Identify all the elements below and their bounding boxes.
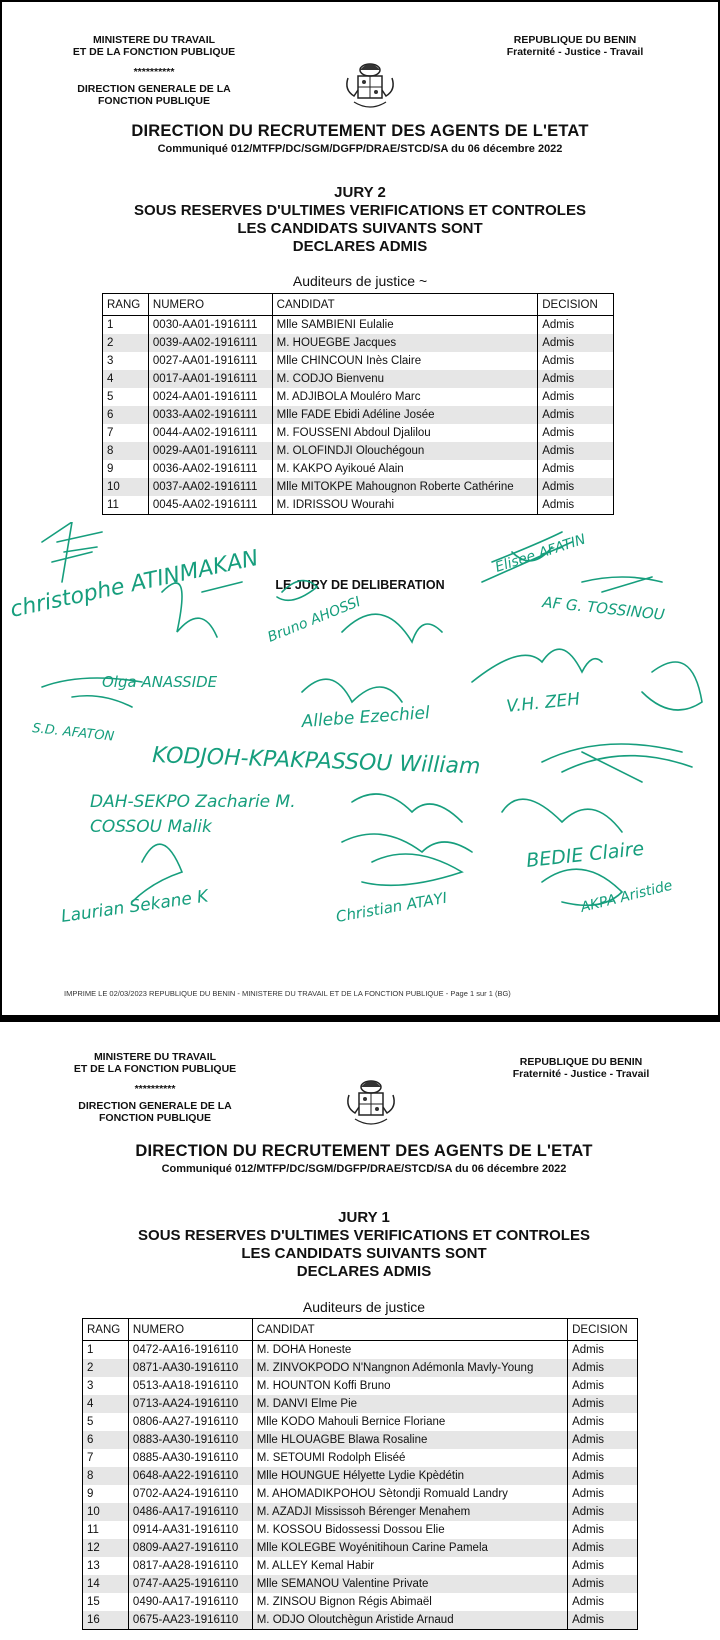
jury-heading	[2, 184, 718, 256]
cell-candidat: M. ODJO Oloutchègun Aristide Arnaud	[252, 1611, 567, 1630]
heading-line-3: DECLARES ADMIS	[296, 1263, 432, 1280]
cell-rang: 5	[103, 388, 149, 406]
table-row	[103, 352, 614, 370]
cell-candidat: M. KOSSOU Bidossessi Dossou Elie	[252, 1521, 567, 1539]
table-row	[103, 424, 614, 442]
jury-number: JURY 2	[334, 184, 386, 201]
cell-rang: 6	[83, 1431, 129, 1449]
cell-numero: 0702-AA24-1916110	[128, 1485, 252, 1503]
cell-decision: Admis	[538, 478, 614, 496]
cell-decision: Admis	[568, 1593, 638, 1611]
cell-decision: Admis	[538, 388, 614, 406]
signature-8: V.H. ZEH	[505, 689, 581, 717]
cell-decision: Admis	[538, 334, 614, 352]
cell-decision: Admis	[568, 1377, 638, 1395]
table-row	[103, 442, 614, 460]
cell-numero: 0024-AA01-1916111	[148, 388, 272, 406]
cell-candidat: M. CODJO Bienvenu	[272, 370, 538, 388]
cell-candidat: M. FOUSSENI Abdoul Djalilou	[272, 424, 538, 442]
table-row	[103, 406, 614, 424]
ministry-header	[54, 34, 254, 107]
separator-stars: **********	[133, 66, 175, 78]
table-row	[83, 1539, 638, 1557]
cell-decision: Admis	[568, 1395, 638, 1413]
signature-2: Elisee AFATIN	[493, 531, 588, 576]
cell-decision: Admis	[538, 496, 614, 515]
cell-numero: 0027-AA01-1916111	[148, 352, 272, 370]
cell-numero: 0806-AA27-1916110	[128, 1413, 252, 1431]
results-table-jury-1	[82, 1318, 638, 1630]
cell-decision: Admis	[568, 1359, 638, 1377]
signature-11: COSSOU Malik	[90, 817, 212, 837]
cell-decision: Admis	[568, 1485, 638, 1503]
cell-decision: Admis	[568, 1431, 638, 1449]
separator-stars: **********	[134, 1083, 176, 1095]
republic-name: REPUBLIQUE DU BENIN	[519, 1056, 643, 1068]
benin-coat-of-arms-icon	[341, 1077, 401, 1133]
cell-candidat: M. ZINVOKPODO N'Nangnon Adémonla Mavly-Young	[252, 1359, 567, 1377]
jury-number: JURY 1	[338, 1209, 390, 1226]
cell-decision: Admis	[538, 442, 614, 460]
cell-rang: 3	[83, 1377, 129, 1395]
signature-9: KODJOH-KPAKPASSOU William	[151, 743, 481, 780]
cell-numero: 0713-AA24-1916110	[128, 1395, 252, 1413]
direction-line-2: FONCTION PUBLIQUE	[99, 1112, 211, 1124]
cell-rang: 1	[103, 316, 149, 335]
cell-decision: Admis	[538, 352, 614, 370]
col-decision: DECISION	[568, 1319, 638, 1341]
table-row	[83, 1557, 638, 1575]
cell-rang: 3	[103, 352, 149, 370]
cell-numero: 0039-AA02-1916111	[148, 334, 272, 352]
cell-decision: Admis	[568, 1575, 638, 1593]
cell-candidat: M. DANVI Elme Pie	[252, 1395, 567, 1413]
results-table-jury-2	[102, 293, 614, 515]
cell-decision: Admis	[568, 1503, 638, 1521]
cell-numero: 0871-AA30-1916110	[128, 1359, 252, 1377]
cell-candidat: Mlle SAMBIENI Eulalie	[272, 316, 538, 335]
cell-decision: Admis	[568, 1557, 638, 1575]
cell-candidat: M. OLOFINDJI Olouchégoun	[272, 442, 538, 460]
cell-decision: Admis	[568, 1539, 638, 1557]
table-row	[83, 1485, 638, 1503]
jury-heading	[4, 1209, 720, 1281]
republic-motto: Fraternité - Justice - Travail	[512, 1068, 650, 1080]
ministry-line-1: MINISTERE DU TRAVAIL	[92, 34, 216, 46]
print-footer: IMPRIME LE 02/03/2023 REPUBLIQUE DU BENIN - MINISTERE DU TRAVAIL ET DE LA FONCTION PUBLIQUE - Page 1 sur 1 (BG)	[64, 989, 511, 998]
direction-line-1: DIRECTION GENERALE DE LA	[78, 1100, 232, 1112]
cell-decision: Admis	[538, 316, 614, 335]
cell-decision: Admis	[538, 370, 614, 388]
table-row	[83, 1341, 638, 1360]
heading-line-3: DECLARES ADMIS	[292, 238, 428, 255]
cell-numero: 0029-AA01-1916111	[148, 442, 272, 460]
col-rang: RANG	[103, 294, 149, 316]
title-block	[2, 122, 718, 155]
cell-numero: 0675-AA23-1916110	[128, 1611, 252, 1630]
col-decision: DECISION	[538, 294, 614, 316]
signature-6: S.D. AFATON	[31, 721, 115, 745]
table-row	[83, 1413, 638, 1431]
table-row	[83, 1359, 638, 1377]
communique-reference: Communiqué 012/MTFP/DC/SGM/DGFP/DRAE/STCD/SA du 06 décembre 2022	[161, 1163, 567, 1175]
signature-1: christophe ATINMAKAN	[8, 545, 261, 623]
cell-decision: Admis	[568, 1413, 638, 1431]
cell-candidat: Mlle HOUNGUE Hélyette Lydie Kpèdétin	[252, 1467, 567, 1485]
table-row	[103, 370, 614, 388]
table-caption: Auditeurs de justice ~	[292, 273, 428, 289]
ministry-line-2: ET DE LA FONCTION PUBLIQUE	[73, 1063, 237, 1075]
signature-7: Allebe Ezechiel	[300, 703, 431, 732]
cell-candidat: M. DOHA Honeste	[252, 1341, 567, 1360]
cell-decision: Admis	[538, 406, 614, 424]
cell-rang: 8	[103, 442, 149, 460]
table-row	[83, 1575, 638, 1593]
communique-reference: Communiqué 012/MTFP/DC/SGM/DGFP/DRAE/STCD/SA du 06 décembre 2022	[157, 143, 563, 155]
cell-numero: 0648-AA22-1916110	[128, 1467, 252, 1485]
ministry-line-1: MINISTERE DU TRAVAIL	[93, 1051, 217, 1063]
col-candidat: CANDIDAT	[272, 294, 538, 316]
cell-rang: 11	[103, 496, 149, 515]
republic-header	[496, 1056, 666, 1080]
heading-line-2: LES CANDIDATS SUIVANTS SONT	[241, 1245, 487, 1262]
cell-candidat: Mlle HLOUAGBE Blawa Rosaline	[252, 1431, 567, 1449]
title-block	[4, 1142, 720, 1175]
cell-candidat: M. KAKPO Ayikoué Alain	[272, 460, 538, 478]
cell-decision: Admis	[568, 1341, 638, 1360]
table-row	[103, 460, 614, 478]
cell-rang: 9	[103, 460, 149, 478]
republic-header	[490, 34, 660, 58]
direction-line-1: DIRECTION GENERALE DE LA	[77, 83, 231, 95]
cell-candidat: Mlle CHINCOUN Inès Claire	[272, 352, 538, 370]
cell-rang: 16	[83, 1611, 129, 1630]
cell-rang: 9	[83, 1485, 129, 1503]
cell-candidat: M. ZINSOU Bignon Régis Abimaël	[252, 1593, 567, 1611]
cell-numero: 0037-AA02-1916111	[148, 478, 272, 496]
cell-numero: 0490-AA17-1916110	[128, 1593, 252, 1611]
heading-line-1: SOUS RESERVES D'ULTIMES VERIFICATIONS ET CONTROLES	[134, 202, 586, 219]
table-header-row	[103, 294, 614, 316]
cell-candidat: Mlle MITOKPE Mahougnon Roberte Cathérine	[272, 478, 538, 496]
col-numero: NUMERO	[128, 1319, 252, 1341]
cell-rang: 15	[83, 1593, 129, 1611]
cell-rang: 13	[83, 1557, 129, 1575]
cell-rang: 10	[103, 478, 149, 496]
table-row	[103, 334, 614, 352]
cell-rang: 6	[103, 406, 149, 424]
cell-numero: 0809-AA27-1916110	[128, 1539, 252, 1557]
signature-14: Christian ATAYI	[334, 888, 449, 926]
heading-line-2: LES CANDIDATS SUIVANTS SONT	[237, 220, 483, 237]
table-row	[83, 1503, 638, 1521]
table-row	[103, 496, 614, 515]
table-row	[83, 1377, 638, 1395]
document-title: DIRECTION DU RECRUTEMENT DES AGENTS DE L'ETAT	[135, 1142, 593, 1160]
signature-4: Bruno AHOSSI	[265, 593, 363, 646]
cell-numero: 0045-AA02-1916111	[148, 496, 272, 515]
ministry-header	[55, 1051, 255, 1124]
signature-13: Laurian Sekane K	[59, 886, 210, 927]
signature-3: AF G. TOSSINOU	[541, 593, 666, 624]
cell-numero: 0036-AA02-1916111	[148, 460, 272, 478]
cell-numero: 0472-AA16-1916110	[128, 1341, 252, 1360]
cell-numero: 0033-AA02-1916111	[148, 406, 272, 424]
col-candidat: CANDIDAT	[252, 1319, 567, 1341]
table-header-row	[83, 1319, 638, 1341]
cell-candidat: Mlle FADE Ebidi Adéline Josée	[272, 406, 538, 424]
cell-rang: 12	[83, 1539, 129, 1557]
table-row	[83, 1449, 638, 1467]
signatures-area	[2, 522, 720, 982]
republic-name: REPUBLIQUE DU BENIN	[513, 34, 637, 46]
cell-rang: 7	[103, 424, 149, 442]
cell-candidat: M. HOUNTON Koffi Bruno	[252, 1377, 567, 1395]
cell-rang: 8	[83, 1467, 129, 1485]
cell-candidat: M. AHOMADIKPOHOU Sètondji Romuald Landry	[252, 1485, 567, 1503]
ministry-line-2: ET DE LA FONCTION PUBLIQUE	[72, 46, 236, 58]
cell-candidat: M. SETOUMI Rodolph Eliséé	[252, 1449, 567, 1467]
cell-numero: 0747-AA25-1916110	[128, 1575, 252, 1593]
cell-numero: 0883-AA30-1916110	[128, 1431, 252, 1449]
table-row	[83, 1431, 638, 1449]
cell-decision: Admis	[568, 1467, 638, 1485]
cell-numero: 0885-AA30-1916110	[128, 1449, 252, 1467]
cell-decision: Admis	[538, 460, 614, 478]
cell-decision: Admis	[568, 1611, 638, 1630]
cell-candidat: M. HOUEGBE Jacques	[272, 334, 538, 352]
table-row	[83, 1467, 638, 1485]
signature-10: DAH-SEKPO Zacharie M.	[90, 792, 296, 812]
cell-rang: 2	[103, 334, 149, 352]
table-row	[83, 1521, 638, 1539]
table-row	[103, 388, 614, 406]
col-rang: RANG	[83, 1319, 129, 1341]
table-row	[83, 1593, 638, 1611]
cell-numero: 0044-AA02-1916111	[148, 424, 272, 442]
cell-candidat: M. ALLEY Kemal Habir	[252, 1557, 567, 1575]
cell-rang: 4	[103, 370, 149, 388]
col-numero: NUMERO	[148, 294, 272, 316]
signature-15: AKPA Aristide	[579, 877, 675, 916]
table-row	[83, 1611, 638, 1630]
cell-candidat: Mlle KOLEGBE Woyénitihoun Carine Pamela	[252, 1539, 567, 1557]
cell-numero: 0017-AA01-1916111	[148, 370, 272, 388]
cell-rang: 10	[83, 1503, 129, 1521]
cell-numero: 0486-AA17-1916110	[128, 1503, 252, 1521]
cell-numero: 0914-AA31-1916110	[128, 1521, 252, 1539]
cell-rang: 5	[83, 1413, 129, 1431]
cell-candidat: Mlle SEMANOU Valentine Private	[252, 1575, 567, 1593]
jury-deliberation-label: LE JURY DE DELIBERATION	[275, 578, 445, 592]
benin-coat-of-arms-icon	[340, 60, 400, 116]
cell-decision: Admis	[538, 424, 614, 442]
cell-rang: 7	[83, 1449, 129, 1467]
table-row	[103, 478, 614, 496]
document-title: DIRECTION DU RECRUTEMENT DES AGENTS DE L'ETAT	[131, 122, 589, 140]
cell-rang: 2	[83, 1359, 129, 1377]
cell-numero: 0030-AA01-1916111	[148, 316, 272, 335]
cell-candidat: M. ADJIBOLA Mouléro Marc	[272, 388, 538, 406]
table-row	[83, 1395, 638, 1413]
document-page-2	[0, 1022, 720, 1640]
table-row	[103, 316, 614, 335]
cell-candidat: Mlle KODO Mahouli Bernice Floriane	[252, 1413, 567, 1431]
cell-numero: 0513-AA18-1916110	[128, 1377, 252, 1395]
republic-motto: Fraternité - Justice - Travail	[506, 46, 644, 58]
direction-line-2: FONCTION PUBLIQUE	[98, 95, 210, 107]
signature-12: BEDIE Claire	[525, 837, 646, 872]
cell-rang: 14	[83, 1575, 129, 1593]
cell-numero: 0817-AA28-1916110	[128, 1557, 252, 1575]
cell-rang: 1	[83, 1341, 129, 1360]
heading-line-1: SOUS RESERVES D'ULTIMES VERIFICATIONS ET CONTROLES	[138, 1227, 590, 1244]
table-caption: Auditeurs de justice	[302, 1299, 426, 1315]
cell-rang: 4	[83, 1395, 129, 1413]
cell-candidat: M. AZADJI Mississoh Bérenger Menahem	[252, 1503, 567, 1521]
cell-decision: Admis	[568, 1449, 638, 1467]
cell-decision: Admis	[568, 1521, 638, 1539]
cell-rang: 11	[83, 1521, 129, 1539]
cell-candidat: M. IDRISSOU Wourahi	[272, 496, 538, 515]
signature-5: Olga ANASSIDE	[102, 673, 218, 691]
